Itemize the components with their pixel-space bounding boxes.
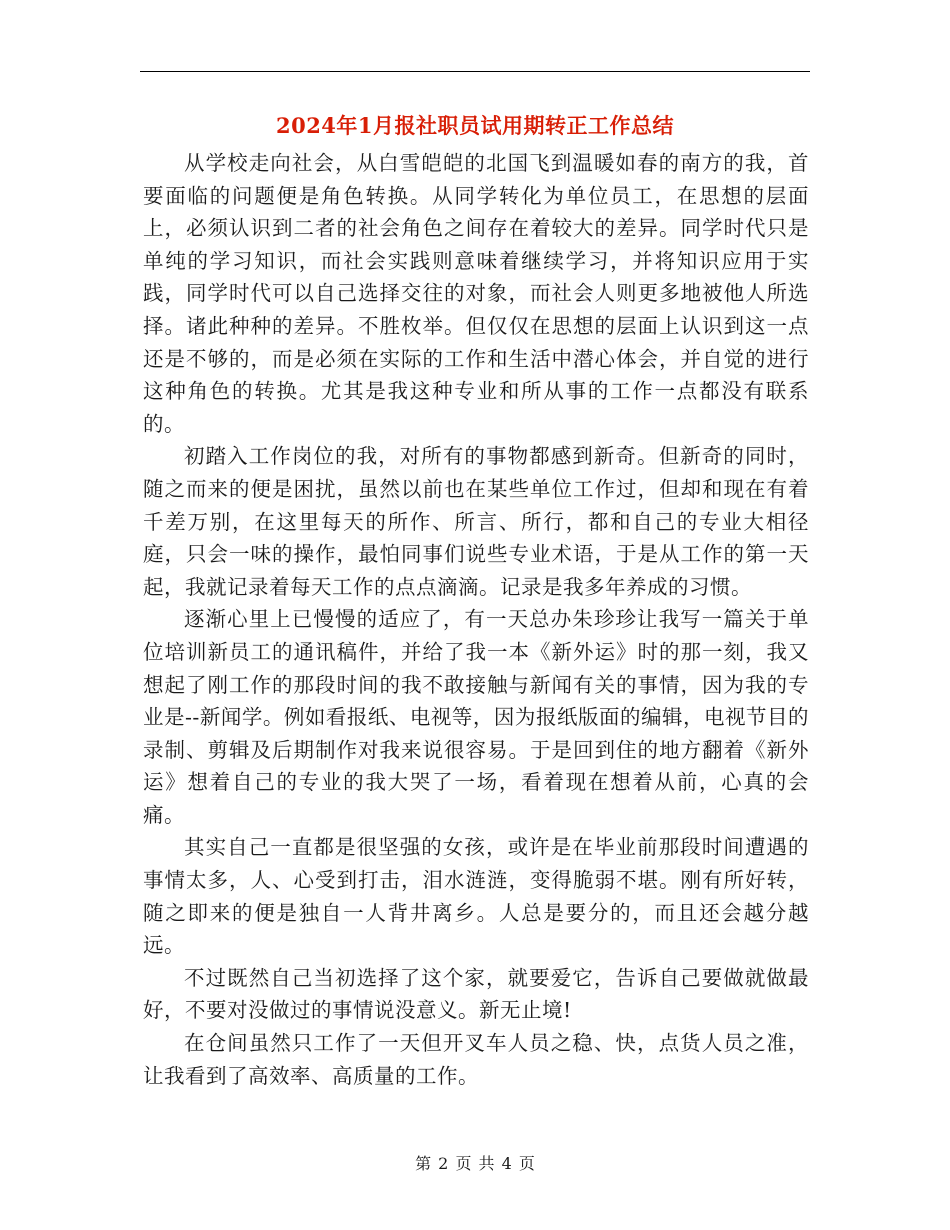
paragraph-2: 初踏入工作岗位的我，对所有的事物都感到新奇。但新奇的同时，随之而来的便是困扰，虽然以前也在某些单位工作过，但却和现在有着千差万别，在这里每天的所作、所言、所行，都和自己的专业大相径庭，只会一味的操作，最怕同事们说些专业术语，于是从工作的第一天起，我就记录着每天工作的点点滴滴。记录是我多年养成的习惯。 [143, 444, 809, 599]
document-body [143, 147, 809, 1092]
document-title: 2024年1月报社职员试用期转正工作总结 [275, 113, 675, 138]
paragraph-4: 其实自己一直都是很坚强的女孩，或许是在毕业前那段时间遭遇的事情太多，人、心受到打击，泪水涟涟，变得脆弱不堪。刚有所好转，随之即来的便是独自一人背井离乡。人总是要分的，而且还会越分越远。 [143, 835, 809, 958]
paragraph-1: 从学校走向社会，从白雪皑皑的北国飞到温暖如春的南方的我，首要面临的问题便是角色转换。从同学转化为单位员工，在思想的层面上，必须认识到二者的社会角色之间存在着较大的差异。同学时代只是单纯的学习知识，而社会实践则意味着继续学习，并将知识应用于实践，同学时代可以自己选择交往的对象，而社会人则更多地被他人所选择。诸此种种的差异。不胜枚举。但仅仅在思想的层面上认识到这一点还是不够的，而是必须在实际的工作和生活中潜心体会，并自觉的进行这种角色的转换。尤其是我这种专业和所从事的工作一点都没有联系的。 [143, 151, 809, 436]
paragraph-3: 逐渐心里上已慢慢的适应了，有一天总办朱珍珍让我写一篇关于单位培训新员工的通讯稿件，并给了我一本《新外运》时的那一刻，我又想起了刚工作的那段时间的我不敢接触与新闻有关的事情，因为我的专业是--新闻学。例如看报纸、电视等，因为报纸版面的编辑，电视节目的录制、剪辑及后期制作对我来说很容易。于是回到住的地方翻着《新外运》想着自己的专业的我大哭了一场，看着现在想着从前，心真的会痛。 [143, 607, 809, 827]
page-footer: 第 2 页 共 4 页 [415, 1154, 535, 1173]
paragraph-6: 在仓间虽然只工作了一天但开叉车人员之稳、快，点货人员之准，让我看到了高效率、高质量的工作。 [143, 1031, 809, 1088]
paragraph-5: 不过既然自己当初选择了这个家，就要爱它，告诉自己要做就做最好，不要对没做过的事情说没意义。新无止境! [143, 965, 809, 1023]
header-rule [140, 71, 810, 72]
